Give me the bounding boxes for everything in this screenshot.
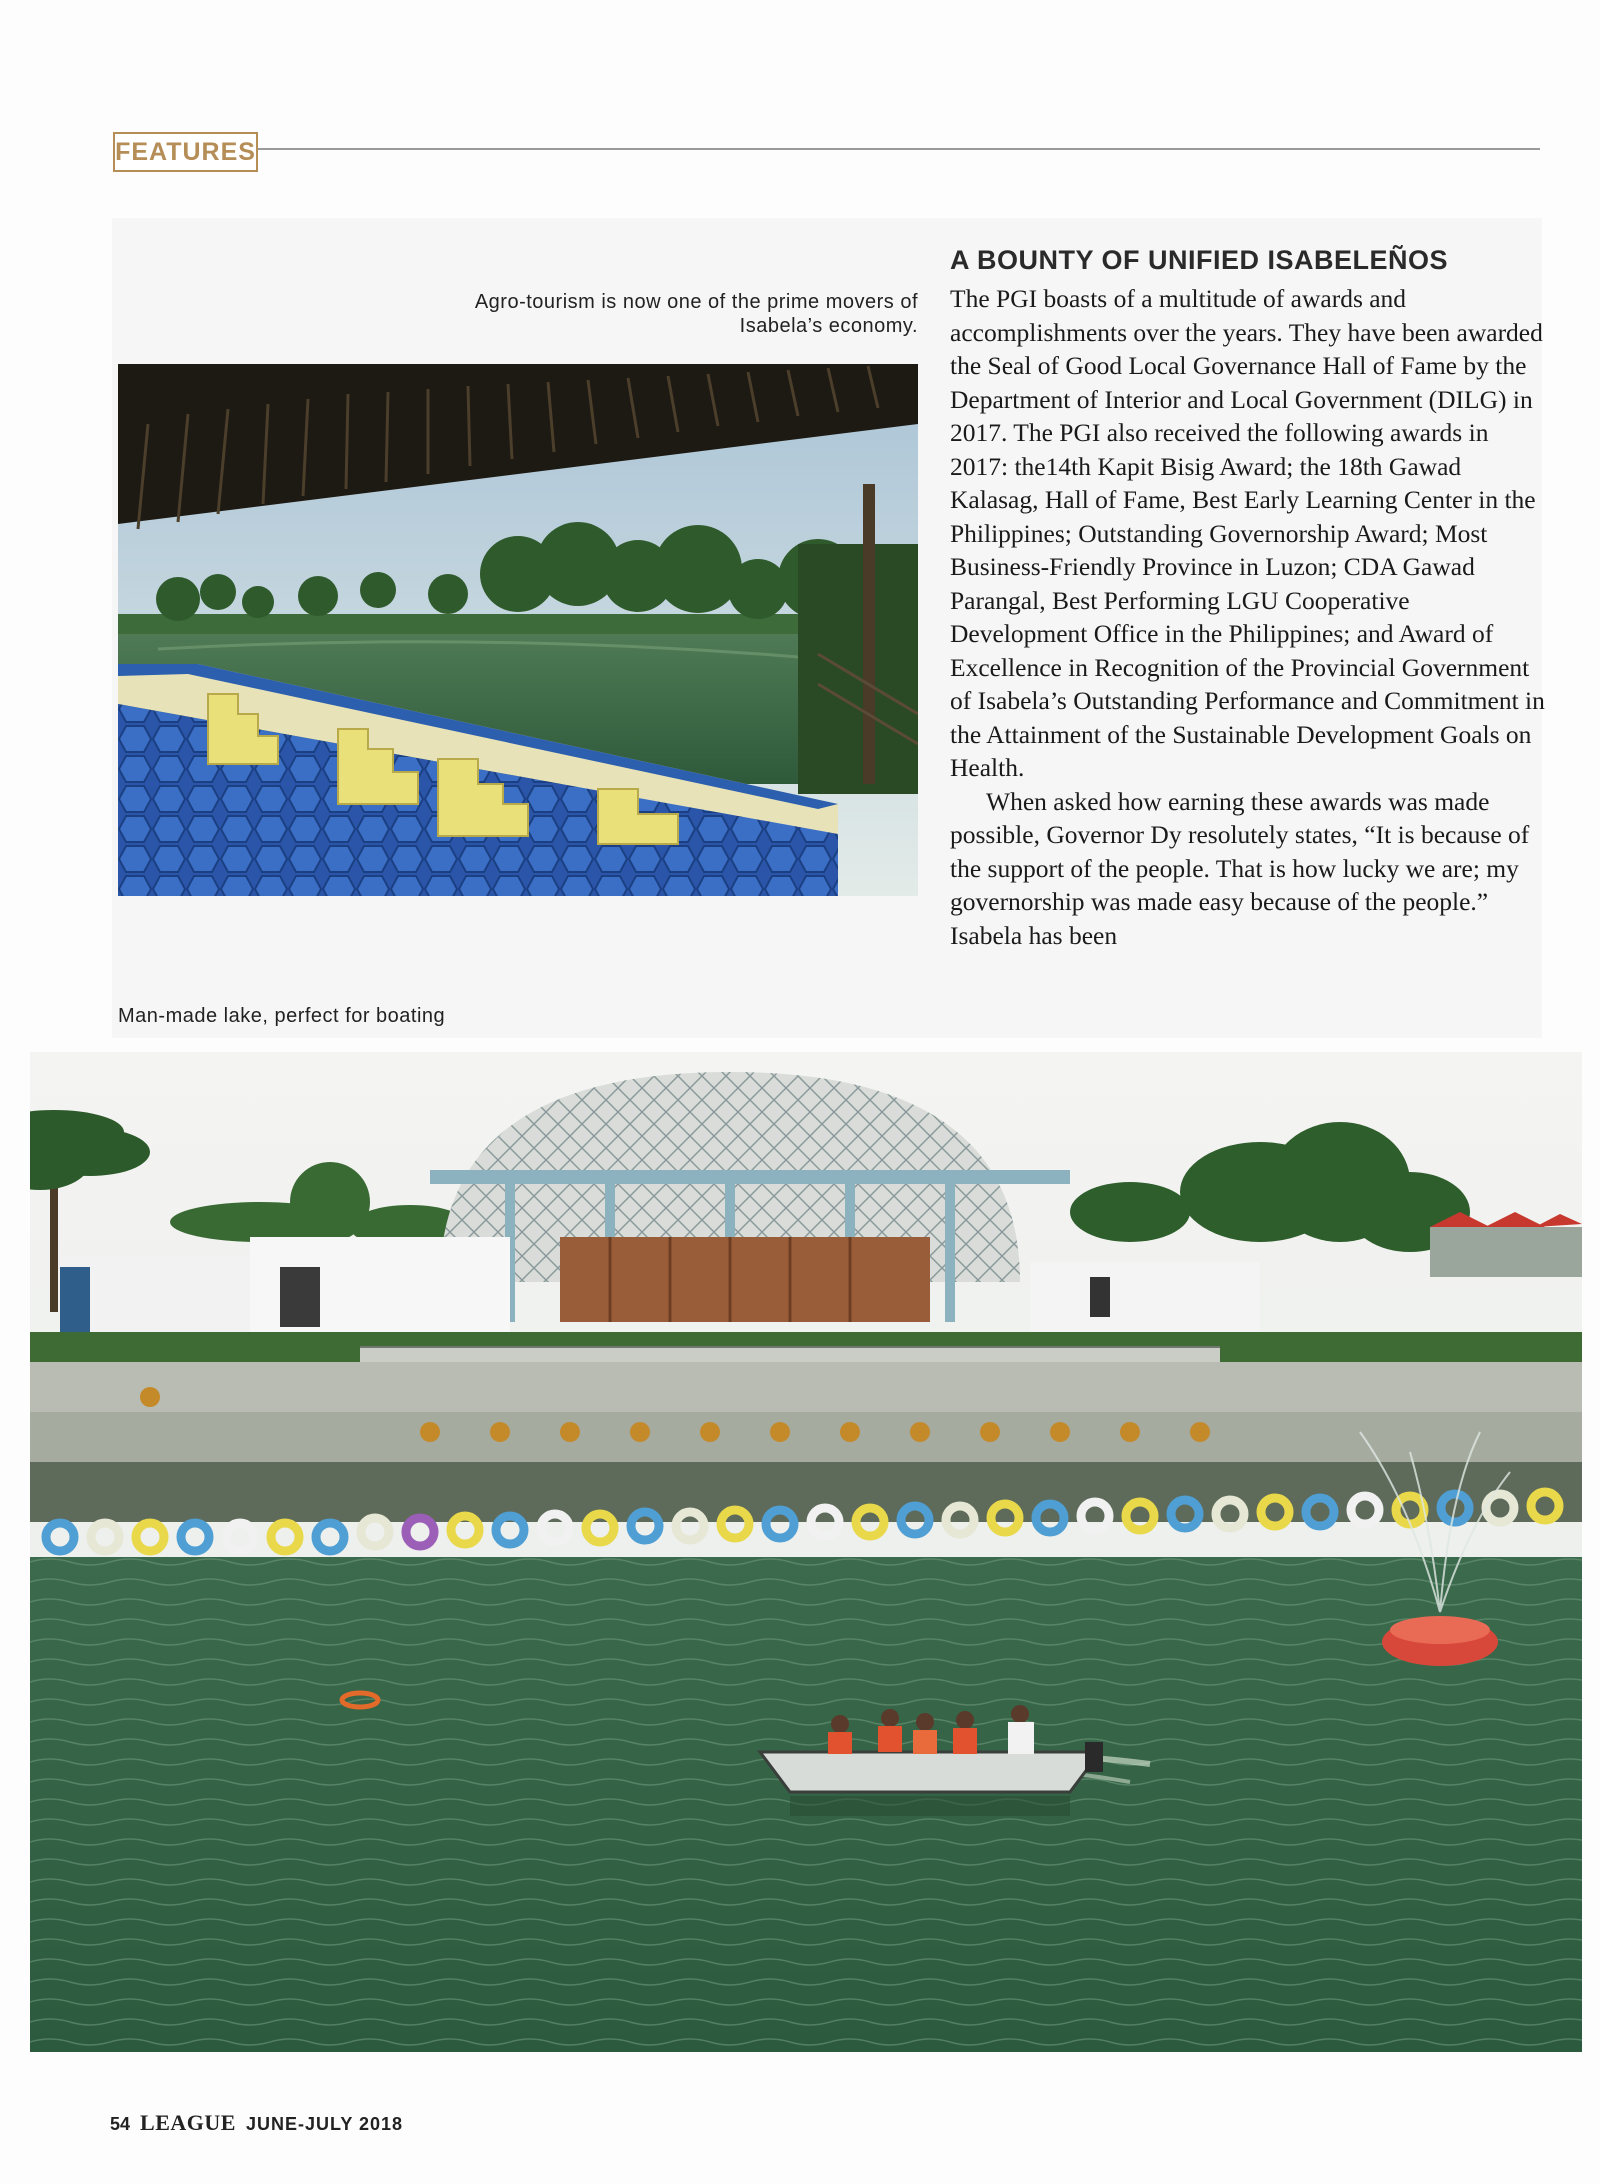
- section-tag: FEATURES: [113, 132, 258, 172]
- page-footer: [110, 2110, 403, 2136]
- issue-date: JUNE-JULY 2018: [245, 2114, 404, 2134]
- top-photo-caption: Agro-tourism is now one of the prime movers of Isabela’s economy.: [474, 291, 918, 337]
- man-made-lake-photo: [30, 1052, 1582, 2052]
- article-heading: A BOUNTY OF UNIFIED ISABELEÑOS: [950, 245, 1449, 275]
- article-paragraph-2: When asked how earning these awards was made possible, Governor Dy resolutely states, “It is because of the support of the people. That is how lucky we are; my governorship was made easy because of the people.” Isabela has been: [950, 786, 1530, 950]
- header-rule: [258, 148, 1540, 150]
- magazine-name: LEAGUE: [140, 2110, 236, 2135]
- article-column: [950, 245, 1545, 952]
- agro-tourism-photo: [118, 364, 918, 896]
- lake-photo-caption: Man-made lake, perfect for boating: [118, 1005, 446, 1027]
- article-paragraph-1: The PGI boasts of a multitude of awards and accomplishments over the years. They have been awarded the Seal of Good Local Governance Hall of Fame by the Department of Interior and Local Government (DILG) in 2017. The PGI also received the following awards in 2017: the14th Kapit Bisig Award; the 18th Gawad Kalasag, Hall of Fame, Best Early Learning Center in the Philippines; Outstanding Governorship Award; Most Business-Friendly Province in Luzon; CDA Gawad Parangal, Best Performing LGU Cooperative Development Office in the Philippines; and Award of Excellence in Recognition of the Provincial Government of Isabela’s Outstanding Performance and Commitment in the Attainment of the Sustainable Development Goals on Health.: [950, 284, 1545, 782]
- page-number: 54: [110, 2114, 131, 2134]
